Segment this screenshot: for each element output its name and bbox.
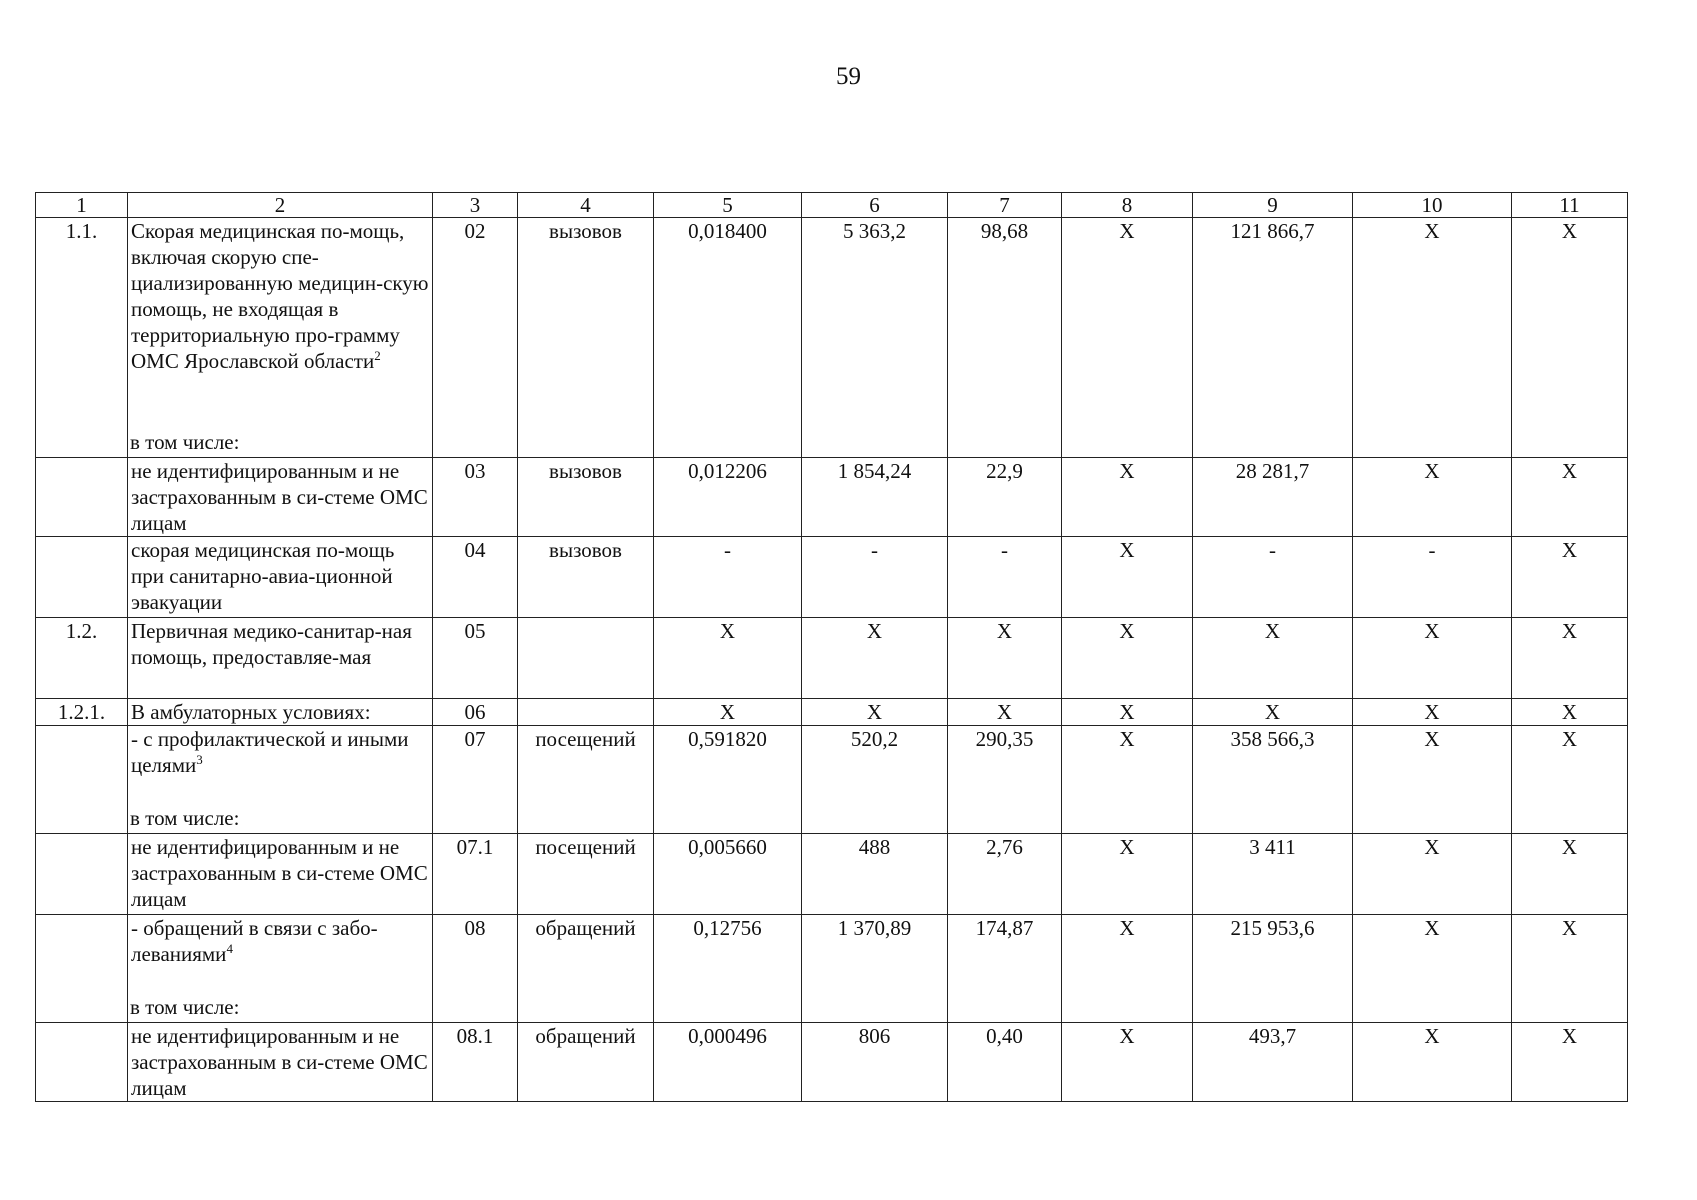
column-number: 1 bbox=[36, 193, 128, 218]
cell-col5: 0,12756 bbox=[654, 915, 802, 1023]
cell-col5: 0,005660 bbox=[654, 834, 802, 915]
cell-col9: X bbox=[1193, 618, 1353, 699]
cell-col9: X bbox=[1193, 699, 1353, 726]
row-name bbox=[128, 1023, 433, 1102]
cell-col10: X bbox=[1353, 218, 1512, 458]
column-number-row bbox=[36, 193, 1628, 218]
row-number bbox=[36, 458, 128, 537]
cell-col8: X bbox=[1062, 218, 1193, 458]
row-name-text: не идентифицированным и не застрахованным в си-стеме ОМС лицам bbox=[131, 1024, 428, 1100]
row-name bbox=[128, 458, 433, 537]
row-name bbox=[128, 699, 433, 726]
cell-col6: 5 363,2 bbox=[802, 218, 948, 458]
footnote-mark: 2 bbox=[374, 348, 381, 363]
row-name bbox=[128, 915, 433, 1023]
column-number: 10 bbox=[1353, 193, 1512, 218]
footnote-mark: 3 bbox=[196, 752, 203, 767]
cell-col5: X bbox=[654, 699, 802, 726]
row-subtitle: в том числе: bbox=[130, 995, 240, 1019]
row-number bbox=[36, 537, 128, 618]
column-number: 8 bbox=[1062, 193, 1193, 218]
cell-col6: X bbox=[802, 699, 948, 726]
table-row bbox=[36, 1023, 1628, 1102]
cell-col11: X bbox=[1512, 618, 1628, 699]
cell-col11: X bbox=[1512, 1023, 1628, 1102]
row-name bbox=[128, 218, 433, 458]
table-row bbox=[36, 458, 1628, 537]
row-unit: вызовов bbox=[518, 458, 654, 537]
cell-col8: X bbox=[1062, 834, 1193, 915]
cell-col11: X bbox=[1512, 834, 1628, 915]
cell-col10: X bbox=[1353, 1023, 1512, 1102]
cell-col10: X bbox=[1353, 699, 1512, 726]
cell-col7: 0,40 bbox=[948, 1023, 1062, 1102]
row-name bbox=[128, 726, 433, 834]
cell-col7: 98,68 bbox=[948, 218, 1062, 458]
cell-col5: 0,018400 bbox=[654, 218, 802, 458]
row-name-text: не идентифицированным и не застрахованным в си-стеме ОМС лицам bbox=[131, 835, 428, 911]
row-unit: вызовов bbox=[518, 218, 654, 458]
cell-col6: 1 370,89 bbox=[802, 915, 948, 1023]
column-number: 4 bbox=[518, 193, 654, 218]
cell-col7: X bbox=[948, 618, 1062, 699]
cell-col5: 0,591820 bbox=[654, 726, 802, 834]
column-number: 2 bbox=[128, 193, 433, 218]
column-number: 11 bbox=[1512, 193, 1628, 218]
cell-col7: X bbox=[948, 699, 1062, 726]
cell-col7: - bbox=[948, 537, 1062, 618]
row-number bbox=[36, 726, 128, 834]
cell-col8: X bbox=[1062, 1023, 1193, 1102]
cell-col11: X bbox=[1512, 458, 1628, 537]
row-name-text: Скорая медицинская по-мощь, включая скорую спе-циализированную медицин-скую помощь, не входящая в территориальную про-грамму ОМС Ярославской области bbox=[131, 219, 429, 373]
cell-col5: 0,000496 bbox=[654, 1023, 802, 1102]
row-name-text: не идентифицированным и не застрахованным в си-стеме ОМС лицам bbox=[131, 459, 428, 535]
cell-col11: X bbox=[1512, 699, 1628, 726]
cell-col10: X bbox=[1353, 618, 1512, 699]
cell-col10: X bbox=[1353, 834, 1512, 915]
table-row bbox=[36, 218, 1628, 458]
data-table bbox=[35, 192, 1628, 1102]
row-code: 07.1 bbox=[433, 834, 518, 915]
cell-col6: - bbox=[802, 537, 948, 618]
cell-col8: X bbox=[1062, 915, 1193, 1023]
cell-col6: 488 bbox=[802, 834, 948, 915]
cell-col10: X bbox=[1353, 458, 1512, 537]
row-name-text: - с профилактической и иными целями bbox=[131, 727, 409, 777]
table-row bbox=[36, 834, 1628, 915]
cell-col8: X bbox=[1062, 458, 1193, 537]
column-number: 3 bbox=[433, 193, 518, 218]
row-unit bbox=[518, 618, 654, 699]
cell-col5: X bbox=[654, 618, 802, 699]
cell-col6: 1 854,24 bbox=[802, 458, 948, 537]
cell-col8: X bbox=[1062, 726, 1193, 834]
cell-col9: - bbox=[1193, 537, 1353, 618]
cell-col11: X bbox=[1512, 915, 1628, 1023]
column-number: 5 bbox=[654, 193, 802, 218]
row-unit: обращений bbox=[518, 1023, 654, 1102]
cell-col11: X bbox=[1512, 726, 1628, 834]
row-number: 1.2. bbox=[36, 618, 128, 699]
cell-col7: 290,35 bbox=[948, 726, 1062, 834]
cell-col6: X bbox=[802, 618, 948, 699]
footnote-mark: 4 bbox=[226, 941, 233, 956]
cell-col7: 2,76 bbox=[948, 834, 1062, 915]
row-name bbox=[128, 537, 433, 618]
row-unit: посещений bbox=[518, 834, 654, 915]
cell-col7: 174,87 bbox=[948, 915, 1062, 1023]
cell-col9: 121 866,7 bbox=[1193, 218, 1353, 458]
row-number bbox=[36, 915, 128, 1023]
cell-col10: X bbox=[1353, 726, 1512, 834]
cell-col9: 28 281,7 bbox=[1193, 458, 1353, 537]
row-unit: посещений bbox=[518, 726, 654, 834]
row-code: 08 bbox=[433, 915, 518, 1023]
row-unit bbox=[518, 699, 654, 726]
row-code: 03 bbox=[433, 458, 518, 537]
row-subtitle: в том числе: bbox=[130, 806, 240, 830]
row-number: 1.1. bbox=[36, 218, 128, 458]
cell-col7: 22,9 bbox=[948, 458, 1062, 537]
table-row bbox=[36, 915, 1628, 1023]
cell-col8: X bbox=[1062, 699, 1193, 726]
column-number: 6 bbox=[802, 193, 948, 218]
column-number: 7 bbox=[948, 193, 1062, 218]
page-number: 59 bbox=[836, 63, 861, 90]
cell-col5: - bbox=[654, 537, 802, 618]
table-row bbox=[36, 537, 1628, 618]
row-code: 06 bbox=[433, 699, 518, 726]
row-code: 02 bbox=[433, 218, 518, 458]
row-unit: обращений bbox=[518, 915, 654, 1023]
row-code: 08.1 bbox=[433, 1023, 518, 1102]
table-row bbox=[36, 726, 1628, 834]
cell-col6: 806 bbox=[802, 1023, 948, 1102]
row-name-text: скорая медицинская по-мощь при санитарно-авиа-ционной эвакуации bbox=[131, 538, 395, 614]
table-row bbox=[36, 618, 1628, 699]
cell-col10: X bbox=[1353, 915, 1512, 1023]
cell-col9: 3 411 bbox=[1193, 834, 1353, 915]
row-unit: вызовов bbox=[518, 537, 654, 618]
cell-col8: X bbox=[1062, 537, 1193, 618]
row-number bbox=[36, 834, 128, 915]
row-name bbox=[128, 618, 433, 699]
row-name bbox=[128, 834, 433, 915]
cell-col9: 215 953,6 bbox=[1193, 915, 1353, 1023]
row-code: 04 bbox=[433, 537, 518, 618]
row-code: 05 bbox=[433, 618, 518, 699]
cell-col8: X bbox=[1062, 618, 1193, 699]
row-code: 07 bbox=[433, 726, 518, 834]
cell-col11: X bbox=[1512, 218, 1628, 458]
cell-col10: - bbox=[1353, 537, 1512, 618]
cell-col9: 358 566,3 bbox=[1193, 726, 1353, 834]
row-name-text: В амбулаторных условиях: bbox=[131, 700, 371, 724]
row-number: 1.2.1. bbox=[36, 699, 128, 726]
cell-col5: 0,012206 bbox=[654, 458, 802, 537]
row-subtitle: в том числе: bbox=[130, 430, 240, 454]
cell-col11: X bbox=[1512, 537, 1628, 618]
row-name-text: Первичная медико-санитар-ная помощь, предоставляе-мая bbox=[131, 619, 412, 669]
cell-col6: 520,2 bbox=[802, 726, 948, 834]
column-number: 9 bbox=[1193, 193, 1353, 218]
cell-col9: 493,7 bbox=[1193, 1023, 1353, 1102]
row-number bbox=[36, 1023, 128, 1102]
table-row bbox=[36, 699, 1628, 726]
row-name-text: - обращений в связи с забо-леваниями bbox=[131, 916, 378, 966]
